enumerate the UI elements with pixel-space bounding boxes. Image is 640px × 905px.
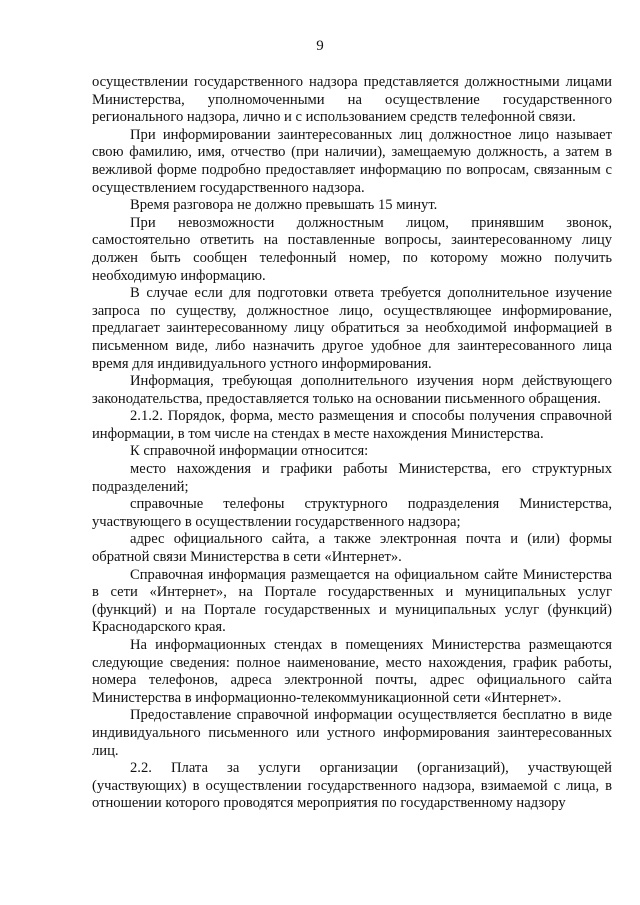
paragraph: Информация, требующая дополнительного изучения норм действующего законодательства, предоставляется только на основании письменного обращения. [92, 373, 612, 407]
list-item: справочные телефоны структурного подразделения Министерства, участвующего в осуществлении государственного надзора; [92, 496, 612, 530]
list-item: адрес официального сайта, а также электронная почта и (или) формы обратной связи Министерства в сети «Интернет». [92, 531, 612, 566]
section-heading-paragraph: 2.1.2. Порядок, форма, место размещения и способы получения справочной информации, в том числе на стендах в месте нахождения Министерства. [92, 408, 612, 442]
page-number: 9 [316, 38, 324, 54]
list-item: место нахождения и графики работы Министерства, его структурных подразделений; [92, 461, 612, 495]
paragraph: На информационных стендах в помещениях Министерства размещаются следующие сведения: полное наименование, место нахождения, график работы, номера телефонов, адреса электронной почты, адрес официального сайта Министерства в информационно-телекоммуникационной сети «Интернет». [92, 637, 612, 706]
document-body [92, 74, 612, 813]
section-heading-paragraph: 2.2. Плата за услуги организации (организаций), участвующей (участвующих) в осуществлении государственного надзора, взимаемой с лица, в отношении которого проводятся мероприятия по государственному надзору [92, 760, 612, 812]
paragraph: Предоставление справочной информации осуществляется бесплатно в виде индивидуального письменного или устного информирования заинтересованных лиц. [92, 707, 612, 759]
paragraph: При невозможности должностным лицом, принявшим звонок, самостоятельно ответить на поставленные вопросы, заинтересованному лицу должен быть сообщен телефонный номер, по которому можно получить необходимую информацию. [92, 214, 612, 284]
paragraph: Время разговора не должно превышать 15 минут. [130, 197, 438, 214]
paragraph: Справочная информация размещается на официальном сайте Министерства в сети «Интернет», на Портале государственных и муниципальных услуг (функций) и на Портале государственных и муниципальных услуг (функций) Краснодарского края. [92, 566, 612, 636]
paragraph: осуществлении государственного надзора представляется должностными лицами Министерства, уполномоченными на осуществление государственного регионального надзора, лично и с использованием средств телефонной связи. [92, 74, 612, 126]
paragraph: При информировании заинтересованных лиц должностное лицо называет свою фамилию, имя, отчество (при наличии), замещаемую должность, а затем в вежливой форме подробно предоставляет информацию по вопросам, связанным с осуществлением государственного надзора. [92, 126, 612, 196]
paragraph: К справочной информации относится: [130, 443, 369, 460]
paragraph: В случае если для подготовки ответа требуется дополнительное изучение запроса по существу, должностное лицо, осуществляющее информирование, предлагает заинтересованному лицу обратиться за необходимой информацией в письменном виде, либо назначить другое удобное для заинтересованного лица время для индивидуального устного информирования. [92, 285, 612, 372]
